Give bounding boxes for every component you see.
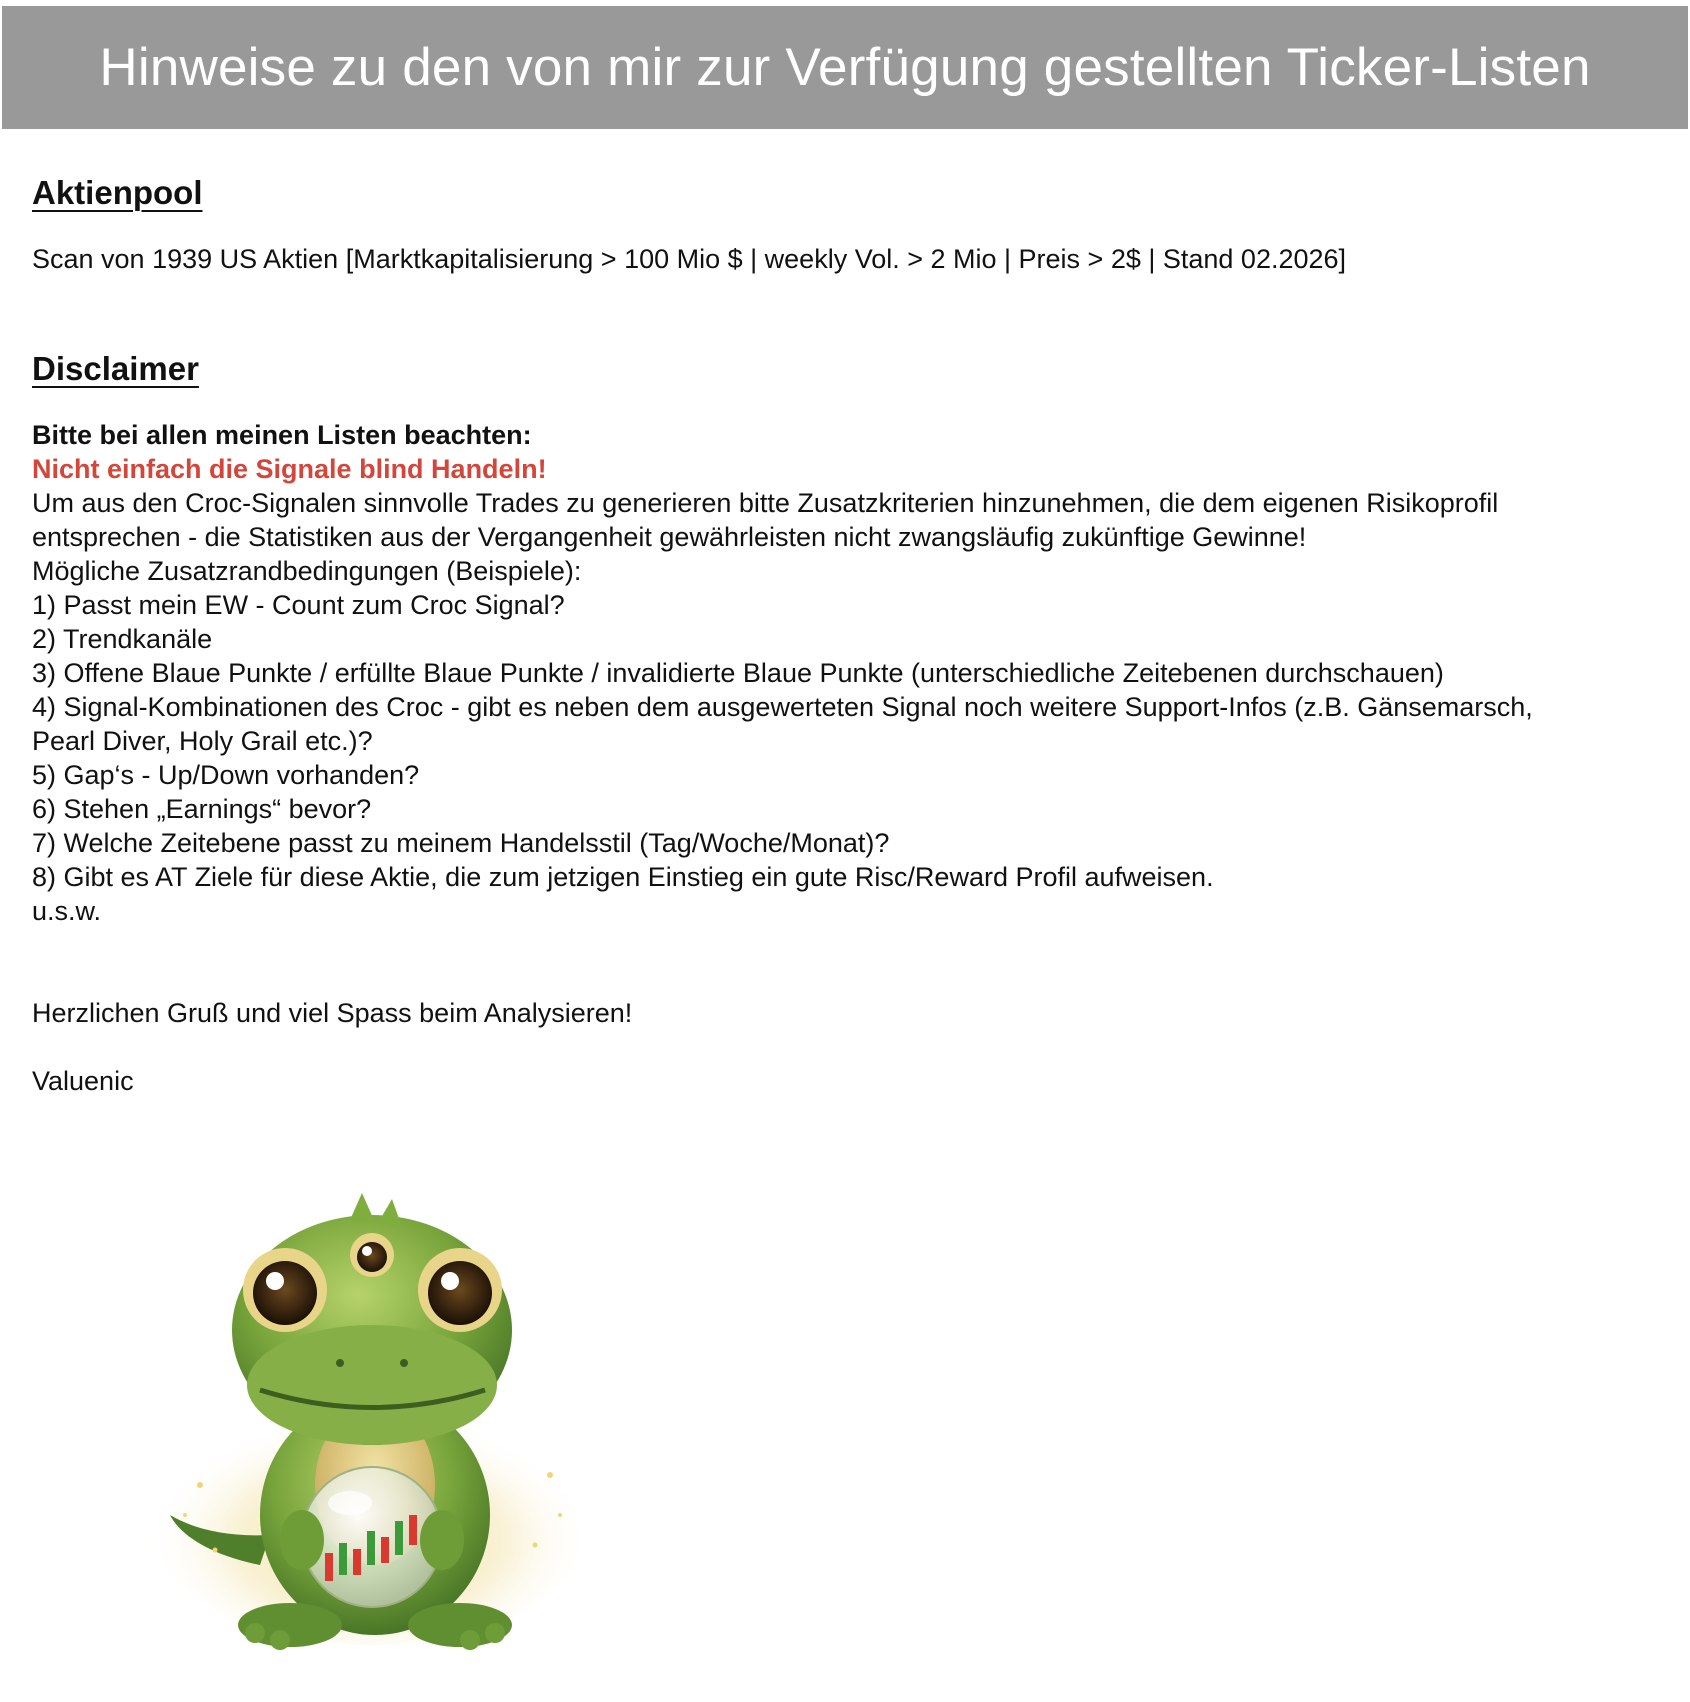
conditions-list [32, 588, 1672, 928]
disclaimer-body-line-1: Um aus den Croc-Signalen sinnvolle Trades zu generieren bitte Zusatzkriterien hinzunehmen, die dem eigenen Risikoprofil [32, 488, 1499, 518]
closing-greeting: Herzlichen Gruß und viel Spass beim Analysieren! [32, 998, 633, 1028]
list-item: 1) Passt mein EW - Count zum Croc Signal? [32, 590, 565, 620]
aktienpool-text: Scan von 1939 US Aktien [Marktkapitalisierung > 100 Mio $ | weekly Vol. > 2 Mio | Preis > 2$ | Stand 02.2026] [32, 244, 1347, 274]
disclaimer-heading: Disclaimer [32, 350, 199, 387]
page-title: Hinweise zu den von mir zur Verfügung gestellten Ticker-Listen [99, 38, 1591, 97]
list-item: Pearl Diver, Holy Grail etc.)? [32, 726, 373, 756]
list-item: 8) Gibt es AT Ziele für diese Aktie, die zum jetzigen Einstieg ein gute Risc/Reward Profil aufweisen. [32, 862, 1214, 892]
crocodile-mascot-icon [140, 1185, 610, 1665]
disclaimer-body-line-2: entsprechen - die Statistiken aus der Vergangenheit gewährleisten nicht zwangsläufig zukünftige Gewinne! [32, 522, 1307, 552]
list-item: 3) Offene Blaue Punkte / erfüllte Blaue Punkte / invalidierte Blaue Punkte (unterschiedliche Zeitebenen durchschauen) [32, 658, 1444, 688]
list-item: u.s.w. [32, 896, 102, 926]
list-item: 7) Welche Zeitebene passt zu meinem Handelsstil (Tag/Woche/Monat)? [32, 828, 890, 858]
list-item: 2) Trendkanäle [32, 624, 213, 654]
list-item: 5) Gap‘s - Up/Down vorhanden? [32, 760, 420, 790]
conditions-label: Mögliche Zusatzrandbedingungen (Beispiele): [32, 556, 582, 586]
header-banner [2, 6, 1688, 129]
disclaimer-intro: Bitte bei allen meinen Listen beachten: [32, 420, 532, 450]
disclaimer-warning: Nicht einfach die Signale blind Handeln! [32, 454, 547, 484]
list-item: 4) Signal-Kombinationen des Croc - gibt es neben dem ausgewerteten Signal noch weitere Support-Infos (z.B. Gänsemarsch, [32, 692, 1533, 722]
signature: Valuenic [32, 1066, 134, 1096]
document-body [32, 170, 1672, 1098]
list-item: 6) Stehen „Earnings“ bevor? [32, 794, 372, 824]
aktienpool-heading: Aktienpool [32, 174, 203, 211]
